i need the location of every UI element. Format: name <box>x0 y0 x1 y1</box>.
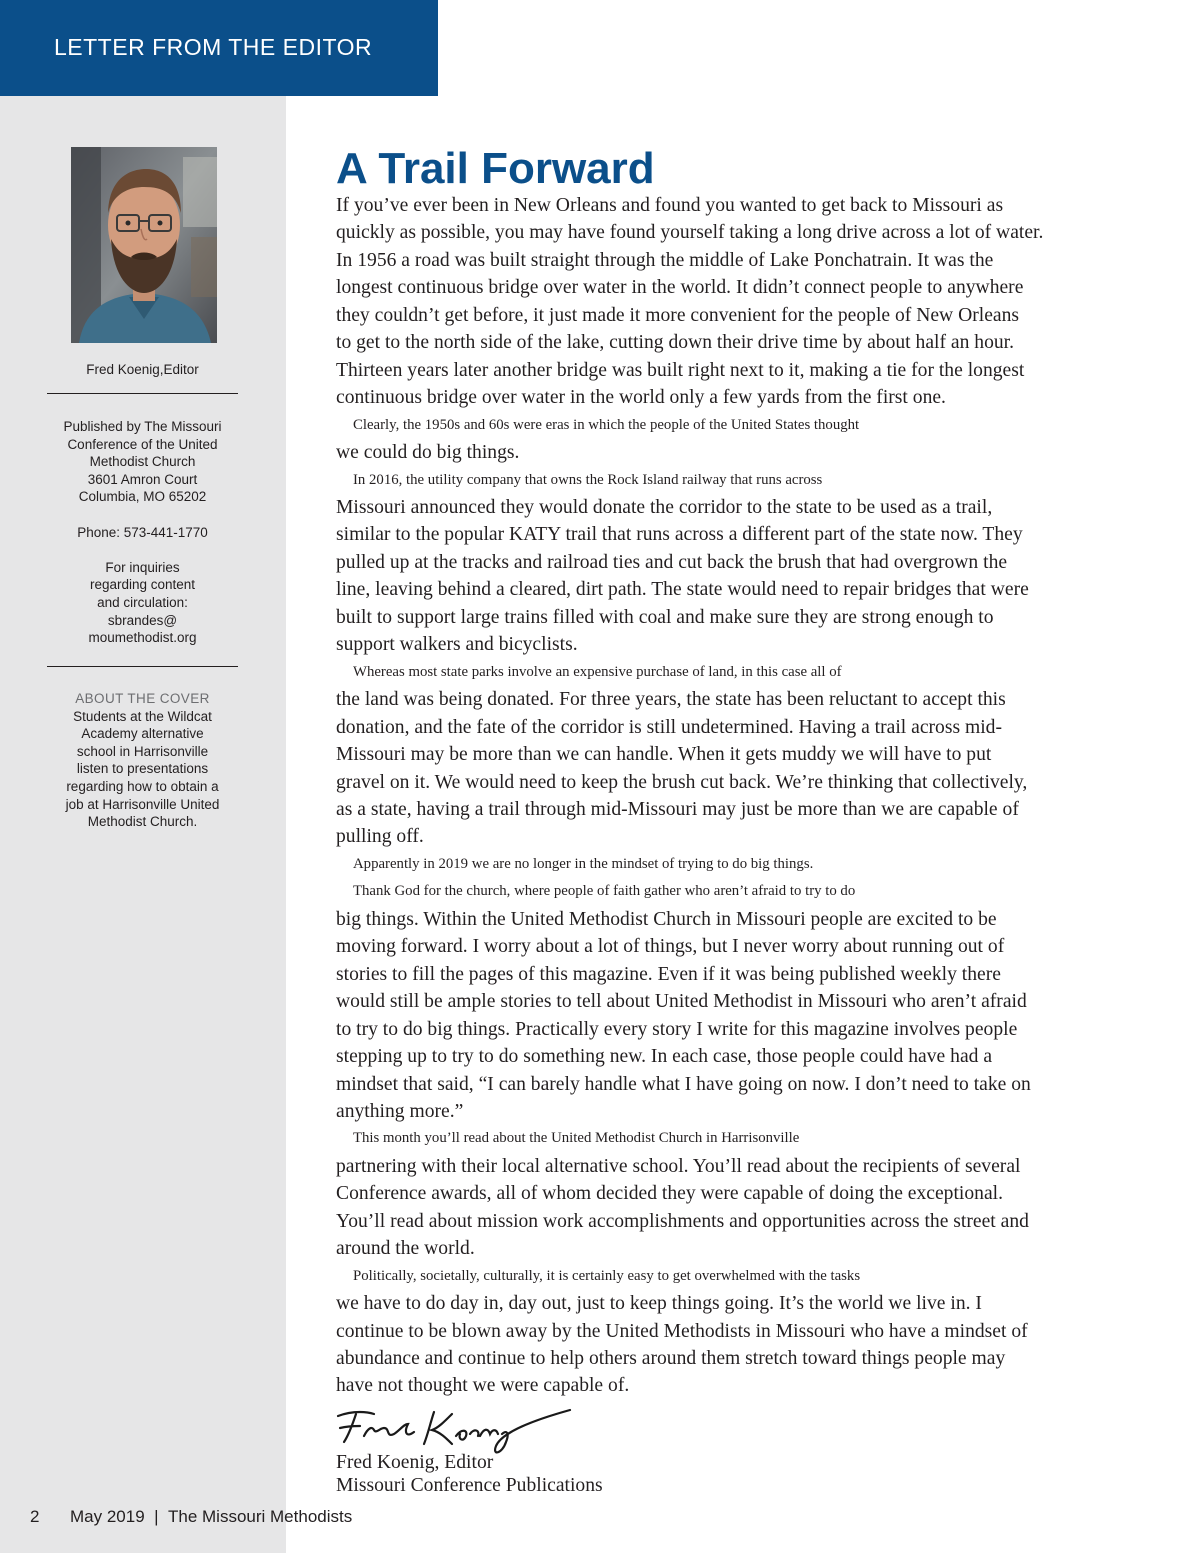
article-line: as a state, having a trail through mid-Missouri may just be more than we are capable of <box>336 798 1019 820</box>
article-line: You’ll read about mission work accomplishments and opportunities across the street and <box>336 1210 1029 1232</box>
editor-portrait-image <box>71 147 217 343</box>
photo-caption: Fred Koenig,Editor <box>86 362 199 377</box>
signoff-organization: Missouri Conference Publications <box>336 1474 603 1496</box>
article-line: mindset that said, “I can barely handle what I have going on now. I don’t need to take on <box>336 1073 1031 1095</box>
article-line: Apparently in 2019 we are no longer in the mindset of trying to do big things. <box>353 855 814 872</box>
article-paragraph <box>336 1125 1136 1262</box>
page-number: 2 <box>30 1507 40 1526</box>
article-line: Clearly, the 1950s and 60s were eras in which the people of the United States thought <box>353 416 860 433</box>
publisher-line: Published by The Missouri <box>63 419 222 434</box>
article-line: have not thought we were capable of. <box>336 1375 630 1397</box>
article-line: This month you’ll read about the United Methodist Church in Harrisonville <box>353 1130 800 1147</box>
article-line: abundance and continue to help others around them stretch toward things people may <box>336 1348 1006 1370</box>
article-line: moving forward. I worry about a lot of things, but I never worry about running out of <box>336 936 1005 958</box>
publisher-line: Methodist Church <box>89 454 196 470</box>
article-line: similar to the popular KATY trail that runs across a different part of the state now. They <box>336 524 1023 546</box>
article-line: to try to do big things. Practically every story I write for this magazine involves people <box>336 1018 1018 1040</box>
article-paragraph <box>336 1263 1136 1400</box>
article-line: stories to fill the pages of this magazine. Even if it was being published weekly there <box>336 963 1001 985</box>
article-paragraph <box>336 851 1136 878</box>
article-line: built to support large trains filled with coal and make sure they are strong enough to <box>336 606 994 628</box>
article-line: In 1956 a road was built straight through the middle of Lake Ponchatrain. It was the <box>336 249 994 271</box>
article-line: pulling off. <box>336 826 424 848</box>
sidebar-divider <box>47 393 238 394</box>
article-line: Politically, societally, culturally, it is certainly easy to get overwhelmed with the tasks <box>353 1267 861 1284</box>
article-line: quickly as possible, you may have found yourself taking a long drive across a lot of water. <box>336 222 1044 244</box>
publisher-info <box>40 418 245 647</box>
publisher-line: 3601 Amron Court <box>87 471 198 487</box>
inquiries-line: and circulation: <box>97 594 188 610</box>
article-line: anything more.” <box>336 1100 464 1122</box>
article-line: stepping up to try to do something new. In each case, those people could have had a <box>336 1046 993 1068</box>
article-line: would still be ample stories to tell about United Methodist in Missouri who aren’t afraid <box>336 991 1027 1013</box>
about-the-cover <box>40 690 245 831</box>
article-body <box>336 192 1136 1400</box>
article-line: If you’ve ever been in New Orleans and found you wanted to get back to Missouri as <box>336 195 1004 216</box>
article-line: continuous bridge over water in the world only a few yards from the first one. <box>336 387 946 409</box>
article-line: In 2016, the utility company that owns the Rock Island railway that runs across <box>353 471 823 488</box>
article-line: we have to do day in, day out, just to keep things going. It’s the world we live in. I <box>336 1293 982 1315</box>
article-line: Thank God for the church, where people of faith gather who aren’t afraid to try to do <box>353 883 856 900</box>
issue-date: May 2019 <box>70 1507 145 1526</box>
inquiries-email-line: sbrandes@ <box>107 612 178 628</box>
cover-line: Methodist Church. <box>87 814 198 830</box>
article-line: Missouri may be more than we can handle. When it gets muddy we will have to put <box>336 744 992 766</box>
signoff <box>336 1452 603 1497</box>
article-paragraph <box>336 467 1136 659</box>
article-paragraph <box>336 412 1136 467</box>
section-header-band <box>0 0 438 96</box>
article-paragraph <box>336 659 1136 851</box>
article-line: Conference awards, all of whom decided they were capable of doing the exceptional. <box>336 1183 1004 1205</box>
article-line: partnering with their local alternative school. You’ll read about the recipients of several <box>336 1155 1021 1177</box>
cover-line: listen to presentations <box>76 761 209 777</box>
inquiries-line: regarding content <box>89 577 196 593</box>
article-paragraph <box>336 192 1136 412</box>
article-line: Missouri announced they would donate the corridor to the state to be used as a trail, <box>336 496 993 518</box>
sidebar-divider <box>47 666 238 667</box>
publication-name: The Missouri Methodists <box>168 1507 353 1526</box>
phone-number: Phone: 573-441-1770 <box>77 524 208 540</box>
article-line: they couldn’t get before, it just made it more convenient for the people of New Orleans <box>336 304 1020 326</box>
cover-line: school in Harrisonville <box>76 743 209 759</box>
inquiries-email-line: moumethodist.org <box>88 630 197 646</box>
editor-photo <box>71 147 217 343</box>
article-line: to get to the north side of the lake, cutting down their drive time by about half an hour. <box>336 332 1015 354</box>
article-title: A Trail Forward <box>336 144 655 193</box>
article-line: support walkers and bicyclists. <box>336 634 578 656</box>
article-line: longest continuous bridge over water in the world. It didn’t connect people to anywhere <box>336 277 1024 299</box>
article-line: continue to be blown away by the United Methodists in Missouri who have a mindset of <box>336 1320 1028 1342</box>
publisher-line: Columbia, MO 65202 <box>78 489 207 505</box>
signoff-name: Fred Koenig, Editor <box>336 1452 494 1473</box>
article-line: Whereas most state parks involve an expensive purchase of land, in this case all of <box>353 663 842 680</box>
cover-line: job at Harrisonville United <box>65 796 220 812</box>
section-header-title: LETTER FROM THE EDITOR <box>54 34 373 60</box>
article-line: Thirteen years later another bridge was built right next to it, making a tie for the longest <box>336 359 1025 381</box>
page-footer <box>30 1507 352 1527</box>
article-line: gravel on it. We would need to keep the brush cut back. We’re thinking that collectively, <box>336 771 1028 793</box>
article-line: line, leaving behind a cleared, dirt path. The state would need to repair bridges that were <box>336 579 1029 601</box>
article-line: around the world. <box>336 1238 475 1260</box>
article-line: big things. Within the United Methodist Church in Missouri people are excited to be <box>336 908 997 930</box>
cover-line: regarding how to obtain a <box>66 778 219 794</box>
article-line: the land was being donated. For three years, the state has been reluctant to accept this <box>336 689 1006 711</box>
article-line: we could do big things. <box>336 442 520 464</box>
publisher-line: Conference of the United <box>67 436 218 452</box>
cover-heading: ABOUT THE COVER <box>75 691 210 706</box>
footer-separator: | <box>154 1507 159 1526</box>
cover-line: Academy alternative <box>81 726 204 742</box>
article-line: pulled up at the tracks and railroad ties and cut back the brush that had overgrown the <box>336 551 1008 573</box>
article-paragraph <box>336 878 1136 1125</box>
inquiries-line: For inquiries <box>105 559 180 575</box>
cover-line: Students at the Wildcat <box>73 708 212 724</box>
article-line: donation, and the fate of the corridor is still undetermined. Having a trail across mid- <box>336 716 1002 738</box>
